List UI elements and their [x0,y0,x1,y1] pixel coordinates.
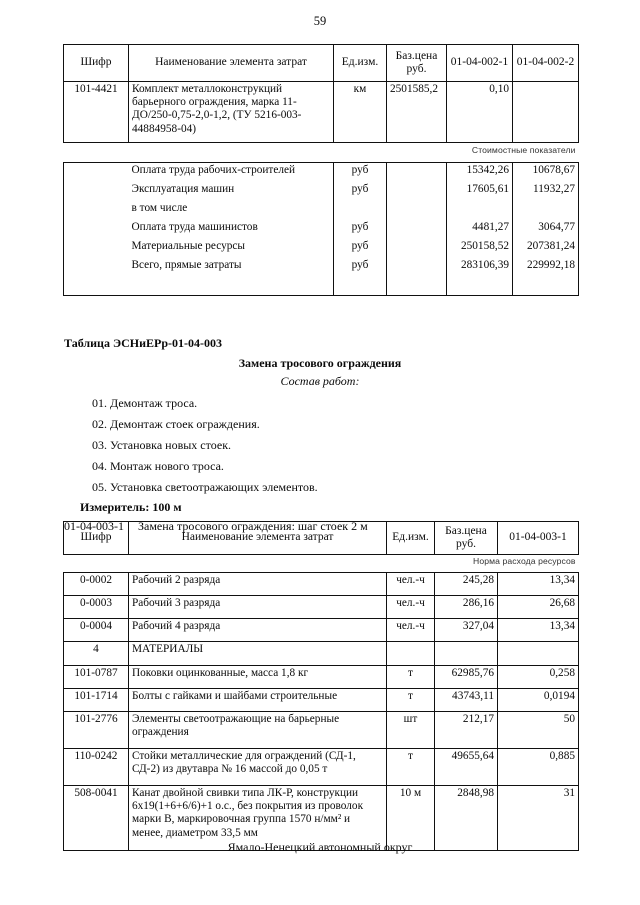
table1-sum2-col2 [513,201,579,220]
table1-sum2-col1 [447,201,513,220]
table1-sum3-col1: 4481,27 [447,220,513,239]
table2-row4-unit: т [387,666,435,689]
table2-row5-code: 101-1714 [64,689,129,712]
table1-row0-unit: км [334,82,387,143]
table2-row7-code: 110-0242 [64,749,129,786]
table2-row6-col1: 50 [498,712,579,749]
table-row [64,258,579,277]
table1-sum0-code [64,163,129,183]
table1-sum4-col1: 250158,52 [447,239,513,258]
table1-sum1-unit: руб [334,182,387,201]
table2-row2-code: 0-0004 [64,619,129,642]
table1-sum4-unit: руб [334,239,387,258]
table1-tail-code [64,277,129,296]
table1-sum0-col2: 10678,67 [513,163,579,183]
page-number: 59 [313,14,327,28]
table2-row3-name: МАТЕРИАЛЫ [129,642,387,666]
norm-code: 01-04-003-1 [64,519,124,533]
measure-label: Измеритель: 100 м [80,500,182,514]
table1-sum0-name: Оплата труда рабочих-строителей [129,163,334,183]
table2-row2-unit: чел.-ч [387,619,435,642]
table-caption: Таблица ЭСНиЕРр-01-04-003 [64,336,223,350]
table1-sum3-base-price [387,220,447,239]
table1-tail-col1 [447,277,513,296]
table1-tail-name [129,277,334,296]
table1-sum1-col2: 11932,27 [513,182,579,201]
table2-row6-base-price: 212,17 [435,712,498,749]
table1-header-unit: Ед.изм. [334,45,387,82]
table-row [64,642,579,666]
list-item: 04. Монтаж нового троса. [92,459,224,473]
table1-section-note: Стоимостные показатели [64,143,579,163]
table1-sum3-code [64,220,129,239]
table1-sum4-name: Материальные ресурсы [129,239,334,258]
table2-row6-code: 101-2776 [64,712,129,749]
table2-row3-code: 4 [64,642,129,666]
table1-sum2-base-price [387,201,447,220]
table2-row0-base-price: 245,28 [435,573,498,596]
table2-row2-name: Рабочий 4 разряда [129,619,387,642]
table1-sum5-unit: руб [334,258,387,277]
table2-header-name: Наименование элемента затрат [129,522,387,555]
table1-sum1-col1: 17605,61 [447,182,513,201]
table2-row3-unit [387,642,435,666]
table1-sum5-base-price [387,258,447,277]
table2-row5-unit: т [387,689,435,712]
table1-row0-code: 101-4421 [64,82,129,143]
table1-row0-name: Комплект металлоконструкций барьерного ограждения, марка 11-ДО/250-0,75-2,0-1,2, (ТУ 5216-003-44884958-04) [129,82,334,143]
table1-sum1-code [64,182,129,201]
table1-row0-col1: 0,10 [447,82,513,143]
table1-sum2-code [64,201,129,220]
table-row [64,220,579,239]
table1-sum5-col1: 283106,39 [447,258,513,277]
table1-header-col2: 01-04-002-2 [513,45,579,82]
page-footer: Ямало-Ненецкий автономный округ [227,840,413,854]
table2-row7-name: Стойки металлические для ограждений (СД-1, СД-2) из двутавра № 16 массой до 0,05 т [129,749,387,786]
table1-sum4-col2: 207381,24 [513,239,579,258]
table1-header-col1: 01-04-002-1 [447,45,513,82]
table2-row2-base-price: 327,04 [435,619,498,642]
table1-sum2-unit [334,201,387,220]
table1-sum5-name: Всего, прямые затраты [129,258,334,277]
table1-sum2-name: в том числе [129,201,334,220]
table2-row8-name: Канат двойной свивки типа ЛК-Р, конструкции 6х19(1+6+6/6)+1 о.с., без покрытия из проволок марки В, маркировочная группа 1570 н/мм² и менее, диаметром 33,5 мм [129,786,387,851]
table2-row5-col1: 0,0194 [498,689,579,712]
table-row [64,666,579,689]
table2-row1-unit: чел.-ч [387,596,435,619]
list-item: 01. Демонтаж троса. [92,396,198,410]
table1-header-name: Наименование элемента затрат [129,45,334,82]
table2-row5-name: Болты с гайками и шайбами строительные [129,689,387,712]
table2-header-unit: Ед.изм. [387,522,435,555]
table2-row4-code: 101-0787 [64,666,129,689]
table1-sum3-col2: 3064,77 [513,220,579,239]
table2-row4-col1: 0,258 [498,666,579,689]
table1-sum1-name: Эксплуатация машин [129,182,334,201]
table1-header-base-price: Баз.цена руб. [387,45,447,82]
table1-tail-row [64,277,579,296]
table1-sum5-col2: 229992,18 [513,258,579,277]
table1-sum4-code [64,239,129,258]
table2-row0-unit: чел.-ч [387,573,435,596]
table1-header-row [64,45,579,82]
table-row [64,749,579,786]
table2-section-note-row [64,555,579,573]
table-row [64,619,579,642]
table1-sum0-unit: руб [334,163,387,183]
table2-section-note: Норма расхода ресурсов [64,555,579,573]
resource-norms-table-2-wrapper [63,521,578,851]
table-row [64,82,579,143]
table2-row0-col1: 13,34 [498,573,579,596]
table2-row6-unit: шт [387,712,435,749]
table2-row8-base-price: 2848,98 [435,786,498,851]
table-row [64,689,579,712]
table1-header-code: Шифр [64,45,129,82]
table1-sum5-code [64,258,129,277]
cost-elements-table-1 [63,44,579,296]
table1-tail-unit [334,277,387,296]
table2-row7-unit: т [387,749,435,786]
table1-sum0-col1: 15342,26 [447,163,513,183]
table-row [64,573,579,596]
table2-header-code: Шифр [64,522,129,555]
list-item: 03. Установка новых стоек. [92,438,232,452]
table2-row3-base-price [435,642,498,666]
table1-row0-base-price: 2501585,2 [387,82,447,143]
table-row [64,712,579,749]
table2-row6-name: Элементы светоотражающие на барьерные ограждения [129,712,387,749]
table2-row2-col1: 13,34 [498,619,579,642]
table1-tail-base-price [387,277,447,296]
table2-row3-col1 [498,642,579,666]
table2-row0-name: Рабочий 2 разряда [129,573,387,596]
table2-row5-base-price: 43743,11 [435,689,498,712]
table-row [64,201,579,220]
cost-elements-table-1-wrapper [63,44,578,296]
table1-tail-col2 [513,277,579,296]
table2-row0-code: 0-0002 [64,573,129,596]
table1-sum0-base-price [387,163,447,183]
table2-row4-base-price: 62985,76 [435,666,498,689]
table-row [64,163,579,183]
table1-sum3-name: Оплата труда машинистов [129,220,334,239]
table2-header-row [64,522,579,555]
section-title: Замена тросового ограждения [238,356,402,370]
table-row [64,596,579,619]
table2-row1-col1: 26,68 [498,596,579,619]
table2-header-col1: 01-04-003-1 [498,522,579,555]
table1-section-note-row [64,143,579,163]
table2-row8-code: 508-0041 [64,786,129,851]
table2-row1-base-price: 286,16 [435,596,498,619]
table2-header-base-price: Баз.цена руб. [435,522,498,555]
table2-row4-name: Поковки оцинкованные, масса 1,8 кг [129,666,387,689]
table1-sum3-unit: руб [334,220,387,239]
table2-row8-col1: 31 [498,786,579,851]
table1-row0-col2 [513,82,579,143]
works-label: Состав работ: [280,374,360,388]
table2-row8-unit: 10 м [387,786,435,851]
resource-norms-table-2 [63,521,579,851]
list-item: 02. Демонтаж стоек ограждения. [92,417,260,431]
table-row [64,182,579,201]
table2-row7-base-price: 49655,64 [435,749,498,786]
table1-sum4-base-price [387,239,447,258]
table-row [64,239,579,258]
table2-row1-name: Рабочий 3 разряда [129,596,387,619]
norm-name: Замена тросового ограждения: шаг стоек 2 м [138,519,368,533]
table2-row7-col1: 0,885 [498,749,579,786]
list-item: 05. Установка светоотражающих элементов. [92,480,318,494]
table2-row1-code: 0-0003 [64,596,129,619]
table1-sum1-base-price [387,182,447,201]
